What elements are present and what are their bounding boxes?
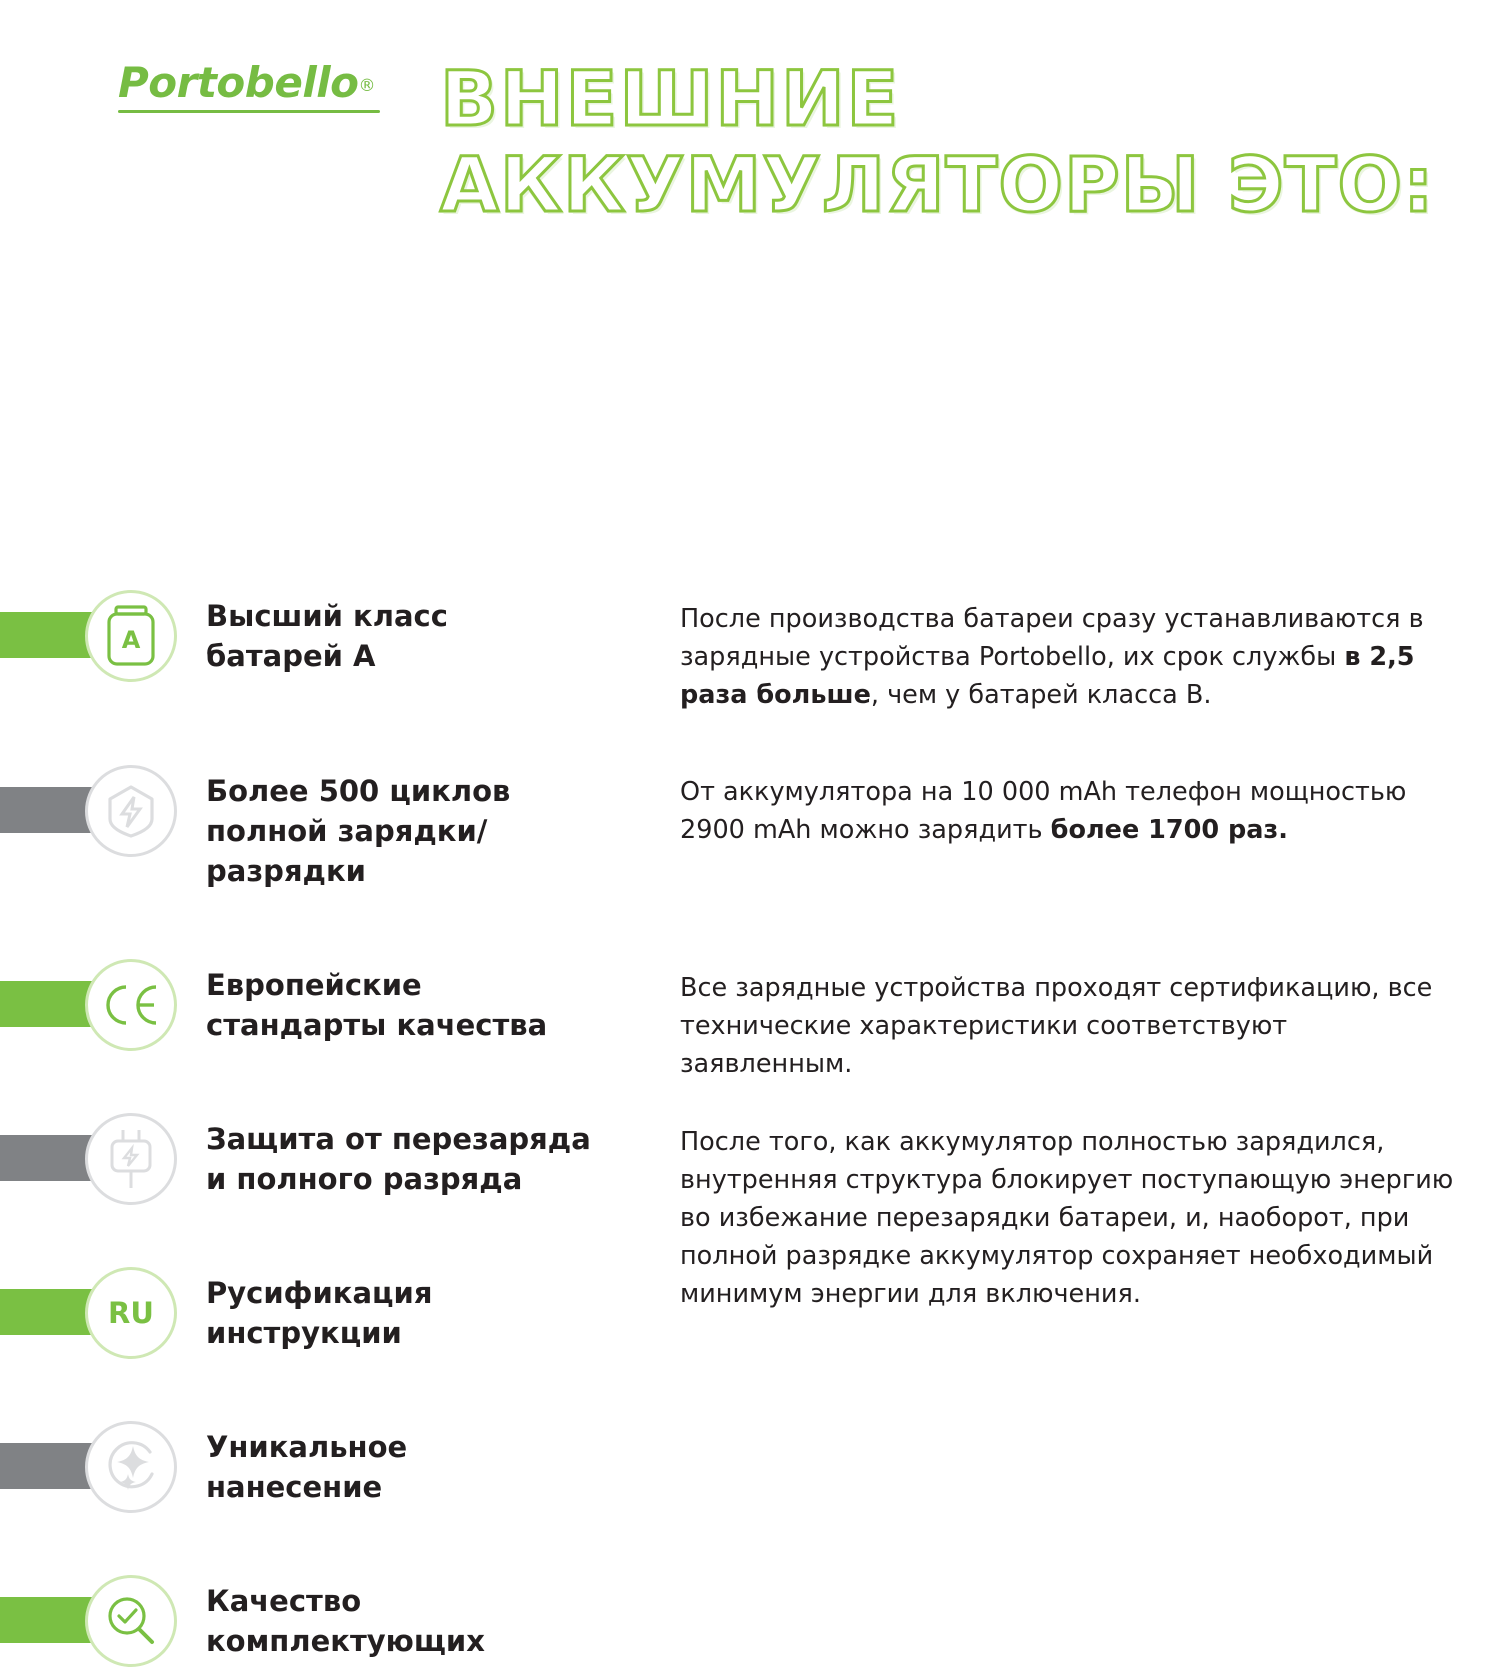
page-header	[0, 0, 1500, 265]
logo-wordmark	[118, 58, 388, 107]
unique-print-icon	[102, 1438, 160, 1496]
feature-icon-wrapper	[85, 1267, 177, 1359]
feature-title-line: Уникальное	[206, 1430, 408, 1464]
feature-title-line: полной зарядки/	[206, 814, 488, 848]
desc-text: После того, как аккумулятор полностью зарядился, внутренняя структура блокирует поступающую энергию во избежание перезарядки батареи, и, наоборот, при полной разрядке аккумулятор сохраняет необходимый минимум энергии для включения.	[680, 1127, 1454, 1309]
feature-title	[206, 771, 666, 891]
desc-text-bold: более 1700 раз.	[1050, 815, 1288, 845]
feature-title	[206, 1119, 666, 1199]
headline-line-1: ВНЕШНИЕ	[440, 54, 901, 143]
feature-title	[206, 1273, 666, 1353]
logo-text: Portobello	[118, 58, 359, 107]
feature-title-line: Европейские	[206, 968, 422, 1002]
russian-manual-icon	[99, 1293, 163, 1333]
feature-icon-wrapper	[85, 765, 177, 857]
feature-title-line: Более 500 циклов	[206, 774, 511, 808]
svg-text:A: A	[121, 626, 141, 654]
feature-title-line: Качество	[206, 1584, 362, 1618]
svg-text:RU: RU	[108, 1296, 154, 1330]
quality-check-icon	[102, 1592, 160, 1650]
feature-title	[206, 596, 666, 676]
brand-logo	[118, 58, 388, 113]
desc-text-bold: в 2,5 раза больше	[680, 642, 1415, 710]
feature-icon-wrapper	[85, 1421, 177, 1513]
desc-text: После производства батареи сразу устанавливаются в зарядные устройства Portobello, их срок службы	[680, 604, 1424, 672]
feature-description	[680, 773, 1460, 849]
feature-title-line: Защита от перезаряда	[206, 1122, 591, 1156]
feature-icon-wrapper	[85, 959, 177, 1051]
registered-mark-icon: ®	[358, 75, 375, 96]
feature-title	[206, 1581, 666, 1661]
page-title	[440, 56, 1460, 228]
feature-icon-wrapper	[85, 1113, 177, 1205]
feature-title-line: Высший класс	[206, 599, 448, 633]
feature-title-line: разрядки	[206, 854, 366, 888]
desc-text: Все зарядные устройства проходят сертификацию, все технические характеристики соответствуют заявленным.	[680, 973, 1433, 1079]
feature-icon-wrapper	[85, 590, 177, 682]
feature-icon-wrapper	[85, 1575, 177, 1667]
desc-text: , чем у батарей класса В.	[870, 680, 1212, 710]
feature-title-line: инструкции	[206, 1316, 402, 1350]
ce-mark-icon	[100, 980, 162, 1030]
feature-description	[680, 1123, 1460, 1313]
feature-title-line: и полного разряда	[206, 1162, 523, 1196]
battery-class-a-icon	[104, 605, 158, 667]
feature-title	[206, 965, 666, 1045]
feature-title-line: батарей А	[206, 639, 376, 673]
feature-description	[680, 600, 1460, 714]
feature-title-line: Русификация	[206, 1276, 433, 1310]
logo-underline	[118, 110, 380, 113]
feature-title-line: нанесение	[206, 1470, 383, 1504]
plug-protection-icon	[106, 1128, 156, 1190]
desc-text: От аккумулятора на 10 000 mAh телефон мощностью 2900 mAh можно зарядить	[680, 777, 1407, 845]
headline-line-2: АККУМУЛЯТОРЫ ЭТО:	[440, 140, 1435, 229]
feature-title-line: комплектующих	[206, 1624, 485, 1658]
charge-cycles-icon	[103, 783, 159, 839]
feature-description	[680, 969, 1460, 1083]
feature-title-line: стандарты качества	[206, 1008, 548, 1042]
feature-title	[206, 1427, 666, 1507]
